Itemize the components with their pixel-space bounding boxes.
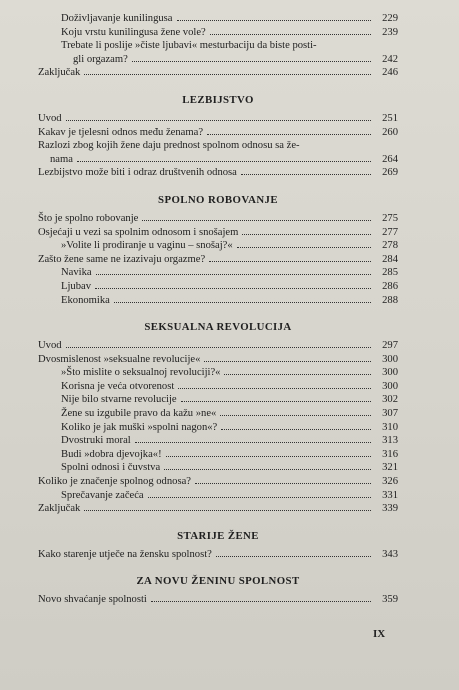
- entry-title: Uvod: [38, 340, 62, 352]
- entry-title-line2: nama: [50, 153, 73, 165]
- page-folio: IX: [373, 628, 386, 640]
- entry-title: Budi »dobra djevojka«!: [61, 448, 162, 460]
- dot-leader: [77, 161, 371, 162]
- entry-title: Navika: [61, 267, 92, 279]
- entry-title-line2: gli orgazam?: [73, 53, 128, 65]
- toc-entry: [38, 239, 398, 253]
- entry-title: Koliko je jak muški »spolni nagon«?: [61, 421, 218, 433]
- dot-leader: [84, 74, 371, 75]
- lezbijstvo-entries-a: [38, 112, 398, 139]
- page-number: 316: [382, 448, 398, 460]
- toc-entry: [38, 253, 398, 267]
- dot-leader: [207, 134, 371, 135]
- dot-leader: [181, 401, 371, 402]
- toc-entry: [38, 407, 398, 421]
- robovanje-entries: [38, 212, 398, 307]
- toc-entry: [38, 280, 398, 294]
- dot-leader: [178, 388, 371, 389]
- page-number: 300: [382, 380, 398, 392]
- section-heading-nova: ZA NOVU ŽENINU SPOLNOST: [136, 575, 300, 588]
- toc-entry: [38, 593, 398, 607]
- toc-entry: [38, 475, 398, 489]
- toc-entry: [38, 461, 398, 475]
- page-number: 264: [382, 153, 398, 165]
- entry-title: Novo shvaćanje spolnosti: [38, 594, 147, 606]
- entry-title-line1: Razlozi zbog kojih žene daju prednost spolnom odnosu sa že-: [38, 140, 300, 152]
- lezbijstvo-entries-b: [38, 166, 398, 180]
- page-number: 288: [382, 294, 398, 306]
- toc-entry: [38, 366, 398, 380]
- entry-title: Kakav je tjelesni odnos među ženama?: [38, 126, 204, 138]
- page-number: 269: [382, 167, 398, 179]
- page-number: 278: [382, 240, 398, 252]
- dot-leader: [148, 497, 371, 498]
- dot-leader: [84, 510, 371, 511]
- page-number: 284: [382, 253, 398, 265]
- toc-entry: [38, 421, 398, 435]
- starije-entries: [38, 548, 398, 562]
- entry-title: Sprečavanje začeća: [61, 489, 144, 501]
- entry-title: Koju vrstu kunilingusa žene vole?: [61, 26, 206, 38]
- entry-title: Zaključak: [38, 503, 81, 515]
- dot-leader: [95, 288, 371, 289]
- page-number: 326: [382, 476, 398, 488]
- dot-leader: [166, 456, 371, 457]
- toc-entry-multiline: [38, 139, 398, 166]
- intro-entries: [38, 12, 398, 39]
- entry-title: Spolni odnosi i čuvstva: [61, 462, 161, 474]
- dot-leader: [96, 274, 371, 275]
- dot-leader: [164, 469, 371, 470]
- section-heading-starije: STARIJE ŽENE: [177, 529, 259, 542]
- toc-entry: [38, 226, 398, 240]
- table-of-contents: [38, 12, 398, 607]
- dot-leader: [195, 483, 371, 484]
- toc-entry: [38, 126, 398, 140]
- entry-title: Dvostruki moral: [61, 435, 131, 447]
- intro-after: [38, 66, 398, 80]
- page-number: 343: [382, 548, 398, 560]
- entry-title: Žene su izgubile pravo da kažu »ne«: [61, 408, 217, 420]
- page-number: 300: [382, 353, 398, 365]
- section-heading-robovanje: SPOLNO ROBOVANJE: [158, 193, 278, 206]
- page-number: 286: [382, 280, 398, 292]
- dot-leader: [204, 361, 371, 362]
- toc-entry: [38, 380, 398, 394]
- entry-title: »Što mislite o seksualnoj revoluciji?«: [61, 367, 221, 379]
- entry-title: Osjećaji u vezi sa spolnim odnosom i snošajem: [38, 226, 239, 238]
- toc-entry: [38, 12, 398, 26]
- page-number: 300: [382, 367, 398, 379]
- entry-title: Uvod: [38, 112, 62, 124]
- dot-leader: [221, 429, 371, 430]
- toc-entry: [38, 448, 398, 462]
- dot-leader: [210, 34, 371, 35]
- page-number: 313: [382, 435, 398, 447]
- page-number: 310: [382, 421, 398, 433]
- dot-leader: [216, 556, 371, 557]
- toc-entry: [38, 212, 398, 226]
- toc-entry: [38, 489, 398, 503]
- dot-leader: [242, 234, 371, 235]
- page-number: 302: [382, 394, 398, 406]
- page-number: 285: [382, 267, 398, 279]
- toc-entry: [38, 26, 398, 40]
- entry-title: Zaključak: [38, 67, 81, 79]
- entry-title: Što je spolno robovanje: [38, 212, 139, 224]
- entry-title: Ljubav: [61, 280, 92, 292]
- toc-entry-multiline: [38, 39, 398, 66]
- page-number: 275: [382, 212, 398, 224]
- dot-leader: [237, 247, 371, 248]
- toc-entry: [38, 66, 398, 80]
- page-number: 321: [382, 462, 398, 474]
- dot-leader: [66, 347, 371, 348]
- toc-entry: [38, 434, 398, 448]
- dot-leader: [151, 601, 371, 602]
- page-number: 307: [382, 408, 398, 420]
- page-number: 246: [382, 67, 398, 79]
- dot-leader: [142, 220, 371, 221]
- toc-entry: [38, 112, 398, 126]
- toc-entry: [38, 266, 398, 280]
- toc-entry: [38, 353, 398, 367]
- page-number: 251: [382, 112, 398, 124]
- section-heading-lezbijstvo: LEZBIJSTVO: [182, 93, 254, 106]
- entry-title: Ekonomika: [61, 294, 110, 306]
- toc-entry: [38, 393, 398, 407]
- section-heading-revolucija: SEKSUALNA REVOLUCIJA: [144, 321, 292, 334]
- dot-leader: [224, 374, 371, 375]
- page-number: 331: [382, 489, 398, 501]
- entry-title: Dvosmislenost »seksualne revolucije«: [38, 353, 201, 365]
- entry-title-line1: Trebate li poslije »čiste ljubavi« mesturbaciju da biste posti-: [61, 40, 317, 52]
- toc-entry: [38, 294, 398, 308]
- dot-leader: [177, 20, 371, 21]
- page-number: 239: [382, 26, 398, 38]
- toc-entry: [38, 166, 398, 180]
- toc-entry: [38, 548, 398, 562]
- nova-entries: [38, 593, 398, 607]
- dot-leader: [220, 415, 371, 416]
- entry-title: Nije bilo stvarne revolucije: [61, 394, 177, 406]
- dot-leader: [66, 120, 371, 121]
- entry-title: Zašto žene same ne izazivaju orgazme?: [38, 253, 206, 265]
- entry-title: »Volite li prodiranje u vaginu – snošaj?«: [61, 240, 233, 252]
- entry-title: Lezbijstvo može biti i odraz društvenih odnosa: [38, 167, 237, 179]
- page-number: 277: [382, 226, 398, 238]
- dot-leader: [114, 302, 371, 303]
- dot-leader: [132, 61, 371, 62]
- dot-leader: [209, 261, 371, 262]
- page-number: 242: [382, 53, 398, 65]
- page-number: 359: [382, 594, 398, 606]
- entry-title: Doživljavanje kunilingusa: [61, 13, 173, 24]
- entry-title: Korisna je veća otvorenost: [61, 380, 175, 392]
- entry-title: Koliko je značenje spolnog odnosa?: [38, 476, 191, 488]
- toc-entry: [38, 502, 398, 516]
- page-number: 260: [382, 126, 398, 138]
- revolucija-entries: [38, 339, 398, 516]
- page-number: 229: [382, 13, 398, 24]
- dot-leader: [241, 174, 371, 175]
- dot-leader: [135, 442, 371, 443]
- page-number: 297: [382, 340, 398, 352]
- page-number: 339: [382, 503, 398, 515]
- entry-title: Kako starenje utječe na žensku spolnost?: [38, 548, 212, 560]
- toc-entry: [38, 339, 398, 353]
